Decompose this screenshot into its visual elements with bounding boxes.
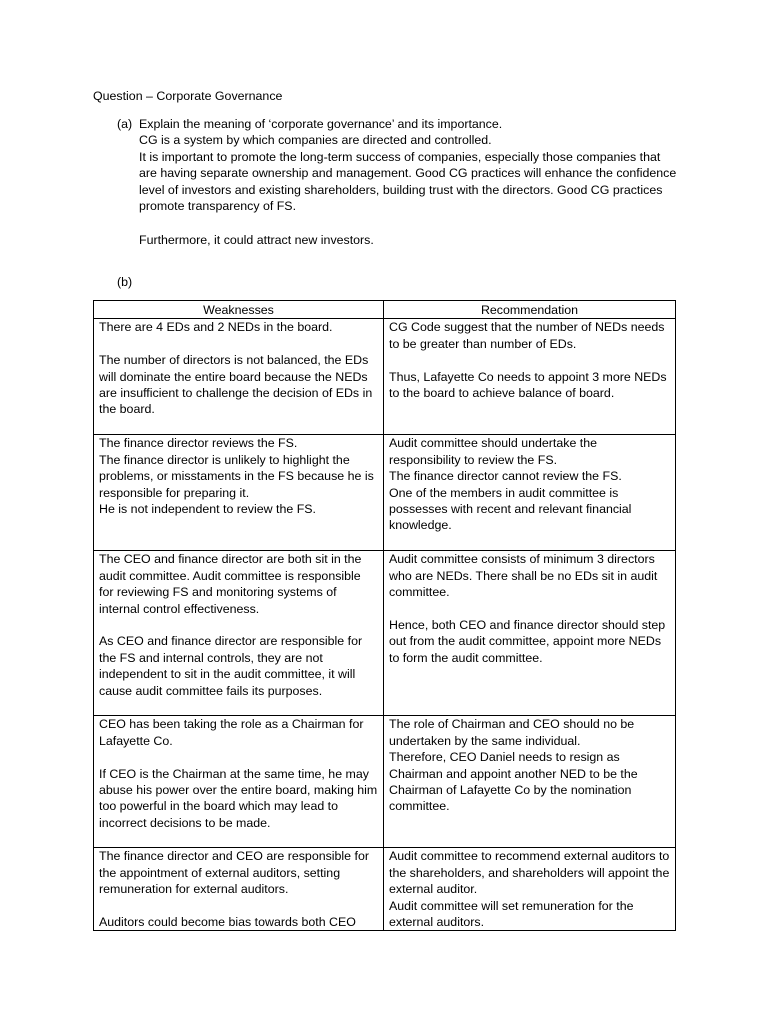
cell-text: Auditors could become bias towards both CEO	[99, 915, 356, 930]
cell-text: The role of Chairman and CEO should no be undertaken by the same individual.	[389, 717, 635, 748]
part-b-label: (b)	[117, 275, 133, 289]
table-row	[94, 435, 676, 551]
cell-text: He is not independent to review the FS.	[99, 502, 316, 517]
recommendation-cell	[384, 319, 676, 435]
table-row	[94, 716, 676, 848]
cell-text: There are 4 EDs and 2 NEDs in the board.	[99, 320, 333, 335]
cell-text: As CEO and finance director are responsible for the FS and internal controls, they are not independent to sit in the audit committee, it will cause audit committee fails its purposes.	[99, 634, 363, 698]
cell-text: CG Code suggest that the number of NEDs needs to be greater than number of EDs.	[389, 320, 665, 351]
table-row	[94, 848, 676, 931]
cell-text: CEO has been taking the role as a Chairman for Lafayette Co.	[99, 717, 364, 748]
weakness-cell	[94, 716, 384, 848]
cell-text: The finance director and CEO are responsible for the appointment of external auditors, setting remuneration for external auditors.	[99, 849, 369, 897]
cell-text: Thus, Lafayette Co needs to appoint 3 more NEDs to the board to achieve balance of board.	[389, 369, 667, 401]
part-a-line: It is important to promote the long-term success of companies, especially those companies that are having separate ownership and management. Good CG practices will enhance the confidence level of investors and existing shareholders, building trust with the directors. Good CG practices promote transparency of FS.	[139, 149, 677, 214]
part-a-label: (a)	[117, 117, 133, 131]
cell-text: Audit committee will set remuneration for the external auditors.	[389, 898, 634, 930]
part-a	[117, 116, 677, 249]
part-a-extra: Furthermore, it could attract new investors.	[139, 233, 374, 248]
cell-text: The finance director cannot review the FS.	[389, 469, 622, 484]
cell-text: Audit committee to recommend external auditors to the shareholders, and shareholders will appoint the external auditor.	[389, 849, 670, 897]
header-recommendation: Recommendation	[384, 301, 676, 319]
weakness-cell	[94, 319, 384, 435]
cell-text: Hence, both CEO and finance director should step out from the audit committee, appoint more NEDs to form the audit committee.	[389, 618, 666, 665]
weakness-cell	[94, 551, 384, 716]
part-a-question: Explain the meaning of ‘corporate governance’ and its importance.	[139, 117, 503, 131]
cell-text: The finance director is unlikely to highlight the problems, or misstaments in the FS because he is responsible for preparing it.	[99, 452, 374, 500]
weakness-cell	[94, 435, 384, 551]
recommendation-cell	[384, 848, 676, 931]
part-a-line: CG is a system by which companies are directed and controlled.	[139, 133, 492, 148]
cell-text: The finance director reviews the FS.	[99, 436, 298, 451]
cell-text: Audit committee should undertake the responsibility to review the FS.	[389, 436, 598, 467]
cell-text: Audit committee consists of minimum 3 directors who are NEDs. There shall be no EDs sit in audit committee.	[389, 552, 658, 600]
cell-text: If CEO is the Chairman at the same time, he may abuse his power over the entire board, making him too powerful in the board which may lead to incorrect decisions to be made.	[99, 766, 378, 830]
table-row	[94, 551, 676, 716]
cell-text: The CEO and finance director are both sit in the audit committee. Audit committee is responsible for reviewing FS and monitoring systems of internal control effectiveness.	[99, 552, 362, 616]
table-row	[94, 319, 676, 435]
weakness-recommendation-table	[93, 300, 676, 931]
recommendation-cell	[384, 716, 676, 848]
recommendation-cell	[384, 551, 676, 716]
recommendation-cell	[384, 435, 676, 551]
cell-text: One of the members in audit committee is possesses with recent and relevant financial knowledge.	[389, 485, 632, 533]
weakness-cell	[94, 848, 384, 931]
cell-text: The number of directors is not balanced, the EDs will dominate the entire board because the NEDs are insufficient to challenge the decision of EDs in the board.	[99, 353, 373, 417]
page-title: Question – Corporate Governance	[93, 89, 283, 103]
table-header-row	[94, 301, 676, 319]
header-weaknesses: Weaknesses	[94, 301, 384, 319]
cell-text: Therefore, CEO Daniel needs to resign as Chairman and appoint another NED to be the Chairman of Lafayette Co by the nomination committee.	[389, 750, 638, 814]
